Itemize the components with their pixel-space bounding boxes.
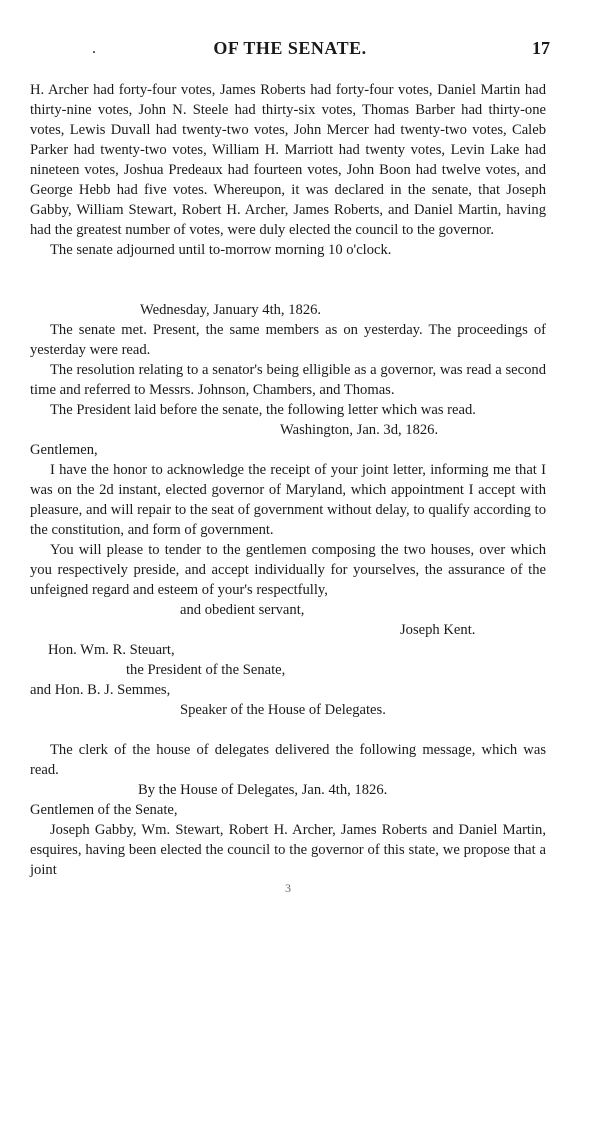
letter-paragraph-acceptance: I have the honor to acknowledge the receipt of your joint letter, informing me that I was on the 2d instant, elected governor of Maryland, which appointment I accept with pleasure, and will repair to the seat of government without delay, to qualify according to the constitution, and form of government. — [30, 462, 546, 538]
addressee-line-3: and Hon. B. J. Semmes, — [30, 682, 171, 698]
running-title: OF THE SENATE. — [213, 38, 367, 58]
header-mark: . — [92, 40, 96, 57]
page-body — [30, 80, 546, 896]
spacer — [30, 260, 546, 280]
page-header — [30, 38, 550, 64]
addressee-line-1: Hon. Wm. R. Steuart, — [48, 642, 175, 658]
addressee-line-4: Speaker of the House of Delegates. — [180, 702, 386, 718]
paragraph-council-proposal: Joseph Gabby, Wm. Stewart, Robert H. Archer, James Roberts and Daniel Martin, esquires, having been elected the council to the governor of this state, we propose that a joint — [30, 822, 546, 878]
house-dateline: By the House of Delegates, Jan. 4th, 1826. — [138, 782, 388, 798]
paragraph-vote-results: H. Archer had forty-four votes, James Roberts had forty-four votes, Daniel Martin had thirty-nine votes, John N. Steele had thirty-six votes, Thomas Barber had thirty-one votes, Lewis Duvall had twenty-two votes, John Mercer had twenty-two votes, Caleb Parker had twenty-two votes, William H. Marriott had twenty votes, Levin Lake had nineteen votes, Joshua Predeaux had fourteen votes, John Boon had twelve votes, and George Hebb had five votes. Whereupon, it was declared in the senate, that Joseph Gabby, William Stewart, Robert H. Archer, James Roberts, and Daniel Martin, having had the greatest number of votes, were duly elected the council to the governor. — [30, 82, 546, 238]
paragraph-president-letter: The President laid before the senate, the following letter which was read. — [50, 402, 476, 418]
date-heading: Wednesday, January 4th, 1826. — [140, 302, 322, 318]
letter-salutation: Gentlemen, — [30, 442, 98, 458]
paragraph-resolution: The resolution relating to a senator's being elligible as a governor, was read a second time and referred to Messrs. Johnson, Chambers, and Thomas. — [30, 362, 546, 398]
paragraph-adjournment: The senate adjourned until to-morrow morning 10 o'clock. — [50, 242, 392, 258]
spacer — [30, 280, 546, 300]
paragraph-senate-met: The senate met. Present, the same members as on yesterday. The proceedings of yesterday were read. — [30, 322, 546, 358]
page-number: 17 — [532, 38, 550, 58]
letter-paragraph-regards: You will please to tender to the gentlemen composing the two houses, over which you respectively preside, and accept individually for yourselves, the assurance of the unfeigned regard and esteem of your's respectfully, — [30, 542, 546, 598]
letter-signature: Joseph Kent. — [400, 622, 476, 638]
paragraph-clerk-message: The clerk of the house of delegates delivered the following message, which was read. — [30, 742, 546, 778]
spacer — [30, 720, 546, 740]
letter-dateline: Washington, Jan. 3d, 1826. — [280, 422, 439, 438]
signature-mark: 3 — [285, 881, 291, 895]
addressee-line-2: the President of the Senate, — [126, 662, 286, 678]
house-salutation: Gentlemen of the Senate, — [30, 802, 178, 818]
letter-closing: and obedient servant, — [180, 602, 305, 618]
